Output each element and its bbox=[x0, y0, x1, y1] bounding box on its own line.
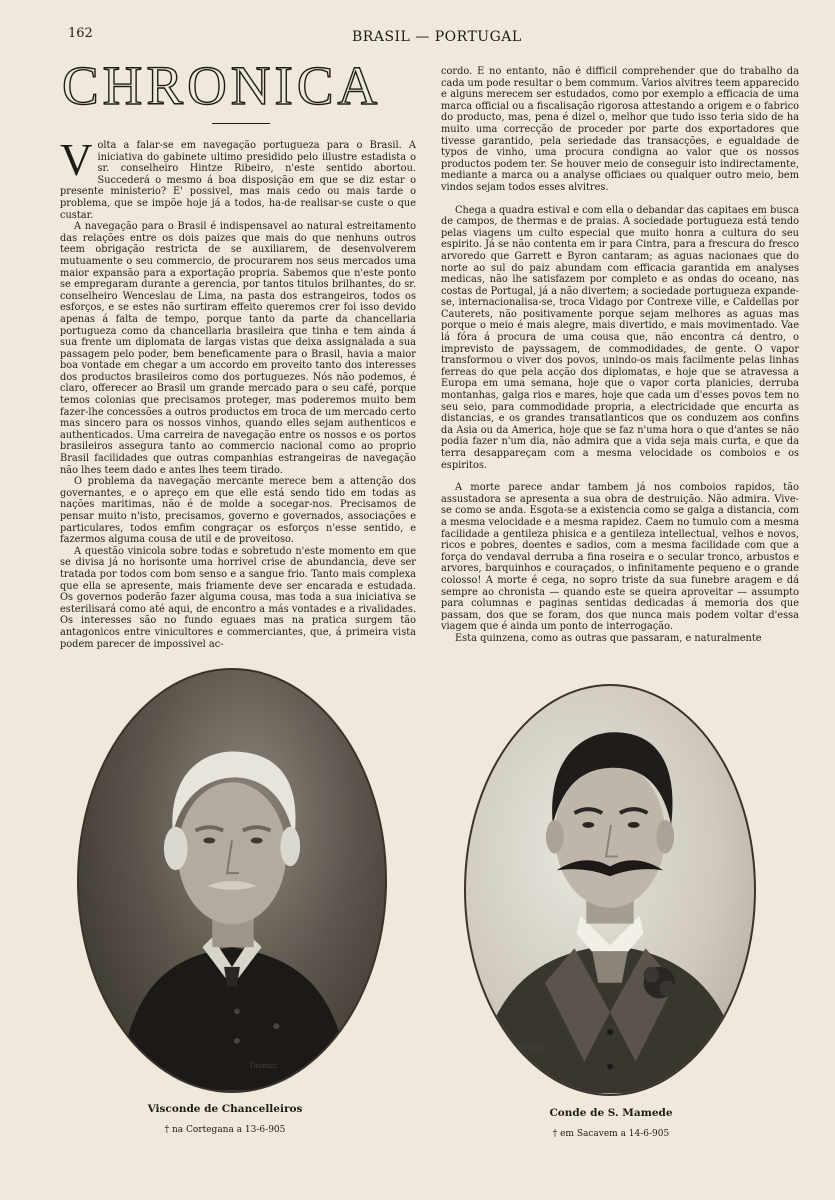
page-number: 162 bbox=[68, 26, 93, 41]
paragraph: Volta a falar-se em navegação portugueza para o Brasil. A iniciativa do gabinete ultimo presidido pelo illustre estadista o sr. conselheiro Hintze Ribeiro, n'este sentido abortou. Succederá o mesmo á boa disposição em que se diz estar o presente ministerio? E' possivel, mas mais cedo ou mais tarde o problema, que se impõe hoje já a todos, ha-de realisar-se custe o que custar. bbox=[60, 140, 416, 221]
engraver-signature: P. Marques bbox=[508, 1044, 548, 1052]
drop-cap: V bbox=[60, 140, 93, 185]
paragraph: A questão vinicola sobre todas e sobretudo n'este momento em que se divisa já no horisonte uma horrivel crise de abundancia, deve ser tratada por todos com bom senso e a sangue frio. Tanto mais complexa que ella se apresente, mais friamente deve ser encarada e estudada. Os governos poderão fazer alguma cousa, mas toda a sua iniciativa se esterilisará como até aqui, de encontro a más vontades e a rivalidades. Os interesses são no fundo eguaes mas na pratica surgem tão antagonicos entre vinicultores e commerciantes, que, á primeira vista podem parecer de impossivel ac- bbox=[60, 545, 416, 650]
left-text-column bbox=[60, 140, 416, 652]
portrait-name: Visconde de Chancelleiros bbox=[147, 1103, 303, 1115]
paragraph: A navegação para o Brasil é indispensavel ao natural estreitamento das relações entre os dois paizes que mais do que nenhuns outros teem obrigação restricta de se auxiliarem, de desenvolverem mutuamente o seu commercio, de procurarem nos seus mercados uma maior expansão para a exportação propria. Sabemos que n'este ponto se empregaram durante a gerencia, por tantos titulos brilhantes, do sr. conselheiro Wenceslau de Lima, na pasta dos estrangeiros, todos os esforços, e se estes não surtiram effeito queremos crer foi isso devido apenas á falta de tempo, porque tanto da parte da chancellaria portugueza como da chancellaria brasileira que tinha e tem ainda á sua frente um diplomata de largas vistas que deixa assignalada a sua passagem pelo poder, bem beneficamente para o Brasil, havia a maior boa vontade em chegar a um accordo em proveito tanto dos interesses dos productos brasileiros como dos portuguezes. Nós não podemos, é claro, offerecer ao Brasil um grande mercado para o seu café, porque temos colonias que precisamos proteger, mas poderemos muito bem fazer-lhe concessões a outros productos em troca de um mercado certo mas sincero para os nossos vinhos, quando elles sejam authenticos e authenticados. Uma carreira de navegação entre os nossos e os portos brasileiros assegura tanto ao commercio nacional como ao proprio Brasil facilidades que outras companhias estrangeiras de navegação não lhes teem dado e antes lhes teem tirado. bbox=[60, 221, 416, 476]
portrait-date-note: † na Cortegana a 13-6-905 bbox=[164, 1125, 286, 1135]
running-title: BRASIL — PORTUGAL bbox=[352, 29, 522, 45]
engraver-signature: Thomaz bbox=[249, 1062, 277, 1070]
paragraph: Chega a quadra estival e com ella o debandar das capitaes em busca de campos, de thermas e de praias. A sociedade portugueza está tendo pelas viagens um culto especial que muito honra a cultura do seu espirito. Já se não contenta em ir para Cintra, para a frescura do fresco arvoredo que Garrett e Byron cantaram; as aguas nacionaes que do norte ao sul do paiz abundam com efficacia garantida em analyses medicas, não lhe satisfazem por completo e as ondas do oceano, nas costas de Portugal, já a não divertem; a sociedade portugueza expande-se, internacionalisa-se, troca Vidago por Contrexe ville, e Caldellas por Cauterets, não positivamente porque sejam melhores as aguas mas porque o meio é mais alegre, mais divertido, e mais movimentado. Vae lá fóra á procura de uma cousa que, não encontra cá dentro, o imprevisto de payssagem, de commodidades, de gente. O vapor transformou o viver dos povos, unindo-os mais facilmente pelas linhas ferreas do que pela acção dos diplomatas, e hoje que se atravessa a Europa em uma semana, hoje que o vapor corta planicies, derruba montanhas, galga rios e mares, hoje que cada um d'esses povos tem no seu seio, para commodidade propria, a electricidade que encurta as distancias, e os grandes transatlanticos que os conduzem aos confins da Asia ou da America, hoje que se faz n'uma hora o que d'antes se não podia fazer n'um dia, não admira que a vida seja mais curta, e que da terra desappareçam com a mesma velocidade os comboios e os espiritos. bbox=[441, 204, 799, 471]
portrait-caption-right bbox=[486, 1107, 736, 1139]
portrait-conde-de-s-mamede bbox=[464, 684, 756, 1096]
article-title: CHRONICA bbox=[62, 55, 382, 116]
title-rule bbox=[212, 123, 270, 124]
paragraph: A morte parece andar tambem já nos comboios rapidos, tão assustadora se apresenta a sua obra de destruição. Não admira. Vive-se como se anda. Esgota-se a existencia como se galga a distancia, com a mesma velocidade e a mesma rapidez. Caem no tumulo com a mesma facilidade a gentileza phisica e a gentileza intellectual, velhos e novos, ricos e pobres, doentes e sadios, com a mesma facilidade com que a força do vendaval derruba a fina roseira e o secular tronco, arbustos e arvores, barquinhos e couraçados, o infinitamente pequeno e o grande colosso! A morte é cega, no sopro triste da sua funebre aragem e dá sempre ao chronista — quando este se queira aproveitar — assumpto para columnas e paginas sentidas dedicadas á memoria dos que passam, dos que se foram, dos que nunca mais podem voltar d'essa viagem que é ainda um ponto de interrogação. bbox=[441, 482, 799, 633]
paragraph: Esta quinzena, como as outras que passaram, e naturalmente bbox=[455, 632, 762, 644]
paragraph: cordo. E no entanto, não é difficil comprehender que do trabalho da cada um pode resultar o bem commum. Varios alvitres teem apparecido e alguns merecem ser estudados, como por exemplo a efficacia de uma marca official ou a fiscalisação rigorosa attestando a origem e o fabrico do producto, mas, pena é dizel o, melhor que tudo isso teria sido de ha muito uma correcção de proceder por parte dos exportadores que tivesse garantido, pela seriedade das transacções, e egualdade de typos de vinho, uma procura condigna ao valor que os nossos productos podem ter. Se houver meio de conseguir isto indirectamente, mediante a marca ou a analyse officiaes ou qualquer outro meio, bem vindos sejam todos esses alvitres. bbox=[441, 66, 799, 193]
portrait-visconde-de-chancelleiros bbox=[77, 668, 387, 1093]
portrait-date-note: † em Sacavem a 14-6-905 bbox=[552, 1129, 670, 1139]
portrait-caption-left bbox=[100, 1103, 350, 1135]
elderly-man-portrait-image bbox=[79, 670, 385, 1091]
right-text-column bbox=[441, 66, 799, 654]
paragraph: O problema da navegação mercante merece bem a attenção dos governantes, e o apreço em que elle está sendo tido em todas as nações maritimas, não é de molde a socegar-nos. Precisamos de pensar muito n'isto, precisamos, governo e governados, associações e particulares, todos emfim congraçar os esforços n'esse sentido, e fazermos alguma cousa de util e de proveitoso. bbox=[60, 476, 416, 546]
man-with-moustache-portrait-image bbox=[466, 686, 754, 1094]
portrait-name: Conde de S. Mamede bbox=[549, 1107, 673, 1119]
